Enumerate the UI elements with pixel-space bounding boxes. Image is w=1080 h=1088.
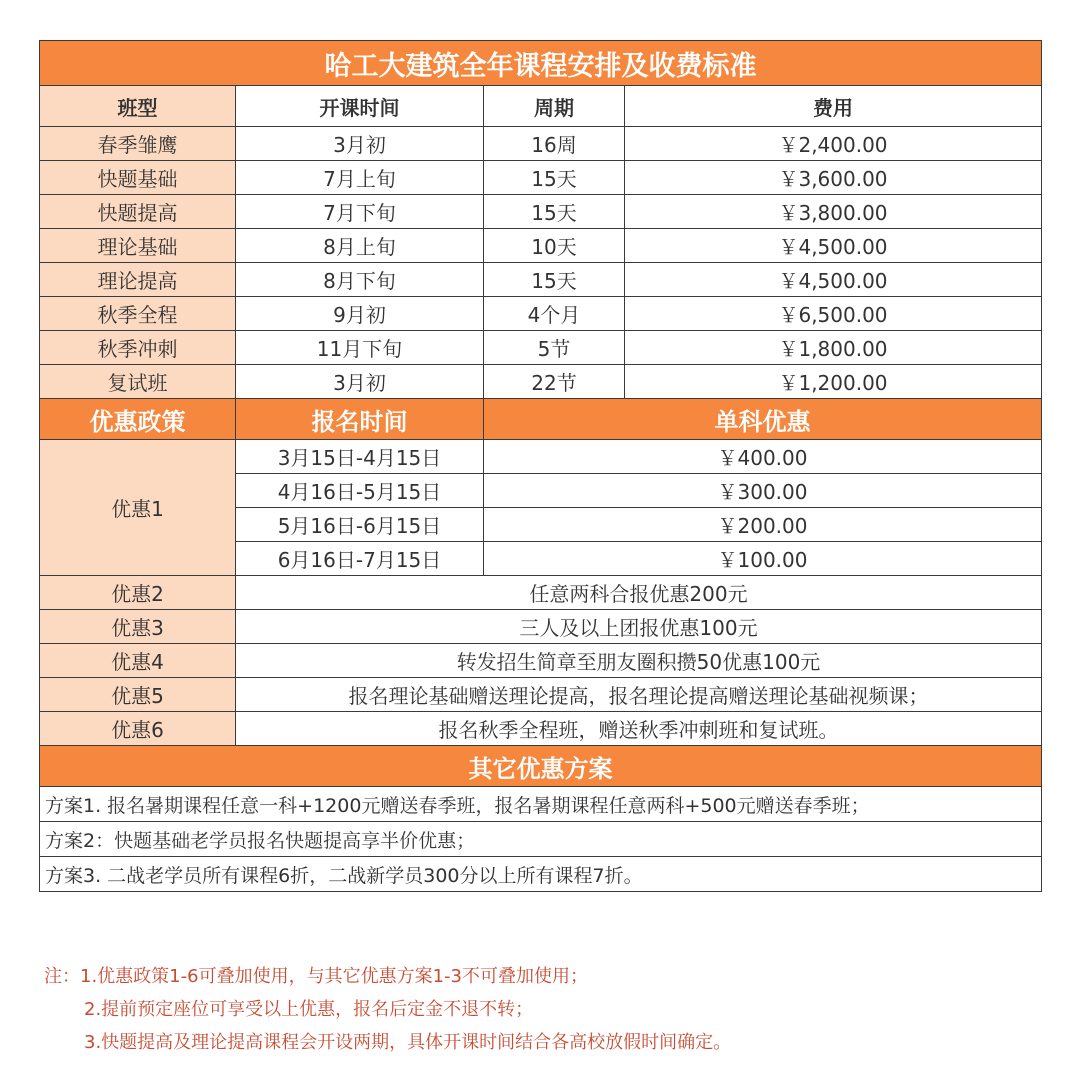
note-line: 注：1.优惠政策1-6可叠加使用，与其它优惠方案1-3不可叠加使用； — [44, 966, 588, 987]
course-row — [40, 331, 1042, 365]
course-period: 22节 — [484, 365, 625, 399]
course-row — [40, 195, 1042, 229]
table-title: 哈工大建筑全年课程安排及收费标准 — [40, 41, 1042, 86]
course-row — [40, 229, 1042, 263]
plan-item: 方案1. 报名暑期课程任意一科+1200元赠送春季班，报名暑期课程任意两科+500元赠送春季班； — [40, 787, 1042, 822]
course-start: 11月下旬 — [236, 331, 484, 365]
discount-text: 报名理论基础赠送理论提高，报名理论提高赠送理论基础视频课； — [236, 678, 1042, 712]
discount-row — [40, 678, 1042, 712]
course-period: 16周 — [484, 127, 625, 161]
course-type: 快题基础 — [40, 161, 236, 195]
course-fee: ￥6,500.00 — [625, 297, 1042, 331]
discount-label: 优惠6 — [40, 712, 236, 746]
note-line: 2.提前预定座位可享受以上优惠，报名后定金不退不转； — [84, 999, 534, 1020]
fee-table — [39, 40, 1042, 892]
course-type: 秋季全程 — [40, 297, 236, 331]
discount-text: 三人及以上团报优惠100元 — [236, 610, 1042, 644]
header-discount-policy: 优惠政策 — [40, 399, 236, 440]
discount-time: 6月16日-7月15日 — [236, 542, 484, 576]
discount-label: 优惠2 — [40, 576, 236, 610]
course-row — [40, 127, 1042, 161]
discount-label: 优惠1 — [40, 440, 236, 576]
course-start: 3月初 — [236, 365, 484, 399]
course-period: 4个月 — [484, 297, 625, 331]
header-signup-time: 报名时间 — [236, 399, 484, 440]
course-fee: ￥1,800.00 — [625, 331, 1042, 365]
course-fee: ￥4,500.00 — [625, 263, 1042, 297]
discount-text: 任意两科合报优惠200元 — [236, 576, 1042, 610]
discount-row — [40, 576, 1042, 610]
discount-row — [40, 610, 1042, 644]
discount-row — [40, 712, 1042, 746]
course-fee: ￥3,800.00 — [625, 195, 1042, 229]
discount-label: 优惠5 — [40, 678, 236, 712]
header-start-time: 开课时间 — [236, 86, 484, 127]
course-period: 5节 — [484, 331, 625, 365]
course-start: 9月初 — [236, 297, 484, 331]
discount-amount: ￥200.00 — [484, 508, 1042, 542]
course-start: 8月下旬 — [236, 263, 484, 297]
header-single-discount: 单科优惠 — [484, 399, 1042, 440]
course-start: 7月上旬 — [236, 161, 484, 195]
discount-time: 4月16日-5月15日 — [236, 474, 484, 508]
discount-label: 优惠3 — [40, 610, 236, 644]
course-start: 8月上旬 — [236, 229, 484, 263]
plan-item: 方案2：快题基础老学员报名快题提高享半价优惠； — [40, 822, 1042, 857]
discount-label: 优惠4 — [40, 644, 236, 678]
plan-item: 方案3. 二战老学员所有课程6折，二战新学员300分以上所有课程7折。 — [40, 857, 1042, 892]
discount-amount: ￥100.00 — [484, 542, 1042, 576]
note-line: 3.快题提高及理论提高课程会开设两期，具体开课时间结合各高校放假时间确定。 — [84, 1032, 732, 1053]
course-type: 理论基础 — [40, 229, 236, 263]
other-plans-title: 其它优惠方案 — [40, 746, 1042, 787]
discount-text: 转发招生简章至朋友圈积攒50优惠100元 — [236, 644, 1042, 678]
discount-tier-row — [40, 440, 1042, 474]
course-fee: ￥4,500.00 — [625, 229, 1042, 263]
course-period: 10天 — [484, 229, 625, 263]
course-fee: ￥3,600.00 — [625, 161, 1042, 195]
course-period: 15天 — [484, 161, 625, 195]
course-row — [40, 297, 1042, 331]
course-period: 15天 — [484, 263, 625, 297]
header-period: 周期 — [484, 86, 625, 127]
course-type: 复试班 — [40, 365, 236, 399]
course-type: 快题提高 — [40, 195, 236, 229]
course-type: 理论提高 — [40, 263, 236, 297]
discount-row — [40, 644, 1042, 678]
course-row — [40, 365, 1042, 399]
course-start: 3月初 — [236, 127, 484, 161]
discount-time: 3月15日-4月15日 — [236, 440, 484, 474]
course-type: 秋季冲刺 — [40, 331, 236, 365]
course-row — [40, 161, 1042, 195]
discount-amount: ￥300.00 — [484, 474, 1042, 508]
course-fee: ￥2,400.00 — [625, 127, 1042, 161]
course-start: 7月下旬 — [236, 195, 484, 229]
course-type: 春季雏鹰 — [40, 127, 236, 161]
discount-amount: ￥400.00 — [484, 440, 1042, 474]
notes-section — [44, 960, 1044, 1059]
course-row — [40, 263, 1042, 297]
discount-text: 报名秋季全程班，赠送秋季冲刺班和复试班。 — [236, 712, 1042, 746]
course-fee: ￥1,200.00 — [625, 365, 1042, 399]
header-fee: 费用 — [625, 86, 1042, 127]
course-period: 15天 — [484, 195, 625, 229]
header-class-type: 班型 — [40, 86, 236, 127]
discount-time: 5月16日-6月15日 — [236, 508, 484, 542]
